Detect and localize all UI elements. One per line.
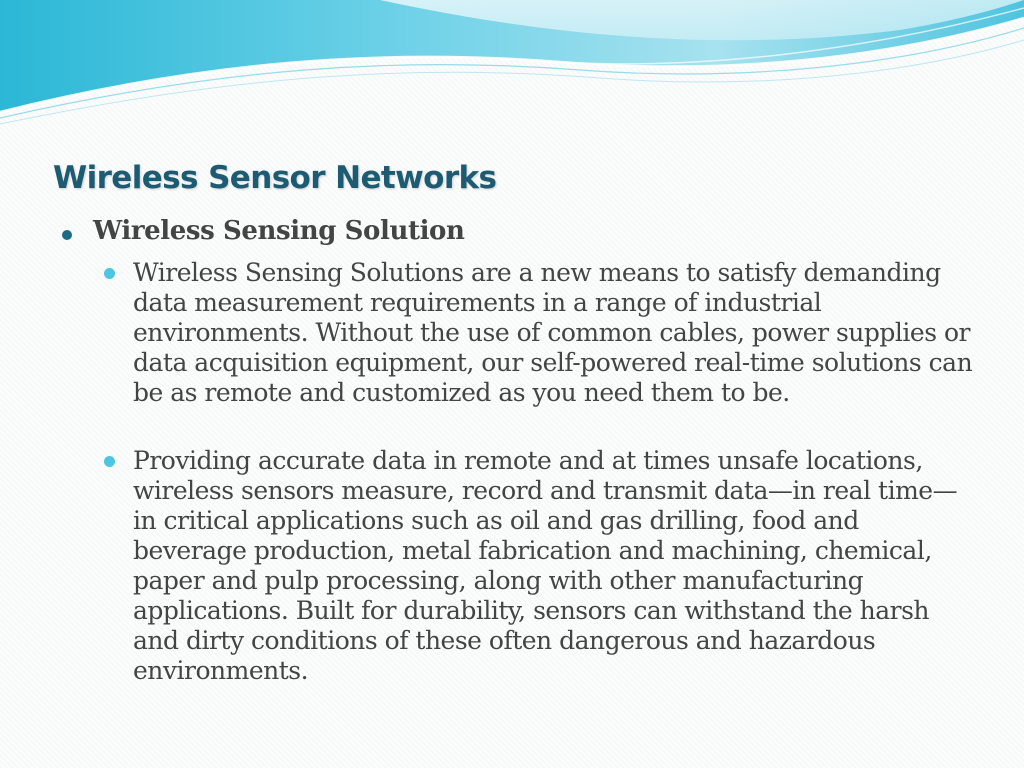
wave-banner-decoration: [0, 0, 1024, 130]
bullet-dot-icon: [62, 230, 72, 240]
sub-bullet-dot-icon: [104, 456, 115, 467]
sub-bullet-text: Providing accurate data in remote and at times unsafe locations, wireless sensors measure, record and transmit data—in real time—in critical applications such as oil and gas drilling, food and beverage production, metal fabrication and machining, chemical, paper and pulp processing, along with other manufacturing applications. Built for durability, sensors can withstand the harsh and dirty conditions of these often dangerous and hazardous environments.: [133, 446, 958, 685]
main-bullet-text: Wireless Sensing Solution: [93, 216, 465, 246]
slide-title: Wireless Sensor Networks: [53, 160, 497, 196]
sub-bullet-item: [104, 446, 974, 691]
sub-bullet-text: Wireless Sensing Solutions are a new means to satisfy demanding data measurement requirements in a range of industrial environments. Without the use of common cables, power supplies or data acquisition equipment, our self-powered real-time solutions can be as remote and customized as you need them to be.: [133, 258, 973, 407]
sub-bullet-item: [104, 258, 974, 440]
sub-bullet-dot-icon: [104, 268, 115, 279]
